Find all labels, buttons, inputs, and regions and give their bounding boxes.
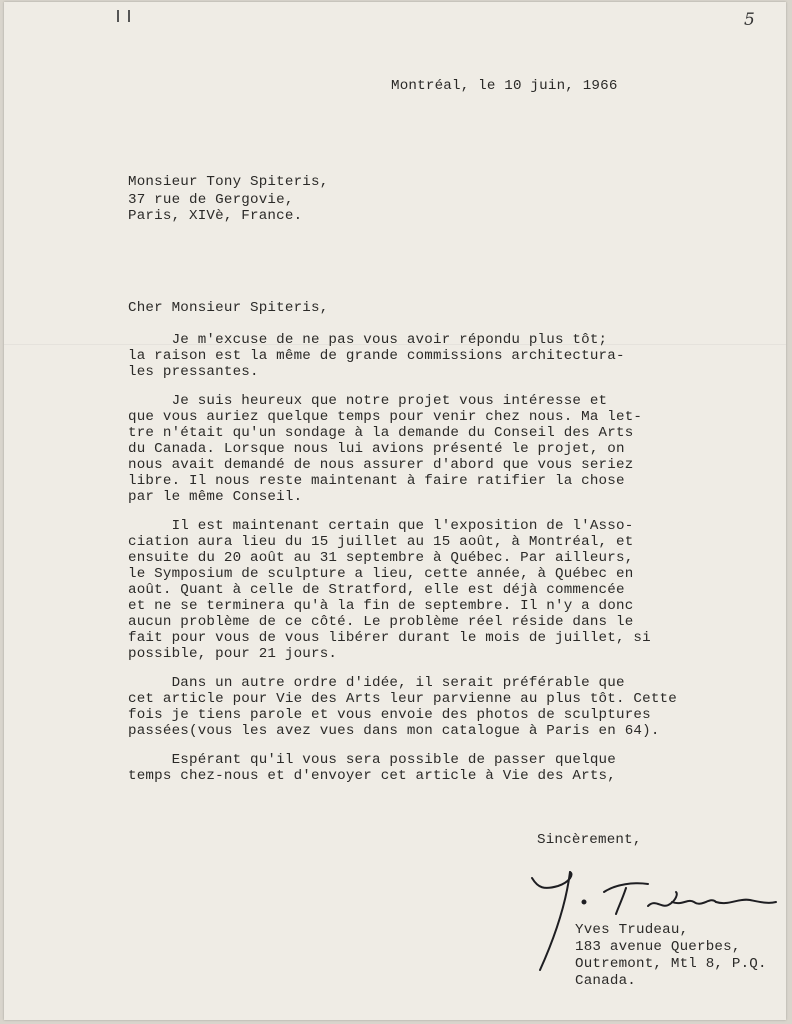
body-line: nous avait demandé de nous assurer d'abord que vous seriez [128, 457, 634, 473]
recipient-line: Paris, XIVè, France. [128, 208, 303, 224]
recipient-line: 37 rue de Gergovie, [128, 192, 294, 208]
body-line: la raison est la même de grande commissions architectura- [128, 348, 625, 364]
dateline: Montréal, le 10 juin, 1966 [391, 78, 618, 94]
sender-line: Canada. [575, 973, 636, 989]
body-line: Je m'excuse de ne pas vous avoir répondu plus tôt; [128, 332, 608, 348]
punch-mark [117, 10, 119, 22]
salutation: Cher Monsieur Spiteris, [128, 300, 329, 316]
body-line: le Symposium de sculpture a lieu, cette année, à Québec en [128, 566, 634, 582]
body-line: et ne se terminera qu'à la fin de septembre. Il n'y a donc [128, 598, 634, 614]
body-line: ciation aura lieu du 15 juillet au 15 août, à Montréal, et [128, 534, 634, 550]
body-line: que vous auriez quelque temps pour venir chez nous. Ma let- [128, 409, 643, 425]
body-line: les pressantes. [128, 364, 259, 380]
body-line: passées(vous les avez vues dans mon catalogue à Paris en 64). [128, 723, 660, 739]
body-line: libre. Il nous reste maintenant à faire ratifier la chose [128, 473, 625, 489]
letter-page [4, 2, 786, 1020]
body-line: cet article pour Vie des Arts leur parvienne au plus tôt. Cette [128, 691, 677, 707]
sender-line: Outremont, Mtl 8, P.Q. [575, 956, 767, 972]
body-line: possible, pour 21 jours. [128, 646, 338, 662]
body-line: fois je tiens parole et vous envoie des photos de sculptures [128, 707, 651, 723]
body-line: par le même Conseil. [128, 489, 303, 505]
body-line: Il est maintenant certain que l'exposition de l'Asso- [128, 518, 634, 534]
sender-line: 183 avenue Querbes, [575, 939, 741, 955]
body-line: tre n'était qu'un sondage à la demande du Conseil des Arts [128, 425, 634, 441]
sender-line: Yves Trudeau, [575, 922, 689, 938]
body-line: Dans un autre ordre d'idée, il serait préférable que [128, 675, 625, 691]
body-line: fait pour vous de vous libérer durant le mois de juillet, si [128, 630, 651, 646]
body-line: du Canada. Lorsque nous lui avions présenté le projet, on [128, 441, 625, 457]
closing: Sincèrement, [537, 832, 642, 848]
page-number: 5 [744, 10, 755, 30]
body-line: Je suis heureux que notre projet vous intéresse et [128, 393, 608, 409]
recipient-line: Monsieur Tony Spiteris, [128, 174, 329, 190]
body-line: ensuite du 20 août au 31 septembre à Québec. Par ailleurs, [128, 550, 634, 566]
body-line: aucun problème de ce côté. Le problème réel réside dans le [128, 614, 634, 630]
body-line: temps chez-nous et d'envoyer cet article à Vie des Arts, [128, 768, 616, 784]
body-line: Espérant qu'il vous sera possible de passer quelque [128, 752, 616, 768]
punch-mark [128, 10, 130, 22]
body-line: août. Quant à celle de Stratford, elle est déjà commencée [128, 582, 625, 598]
